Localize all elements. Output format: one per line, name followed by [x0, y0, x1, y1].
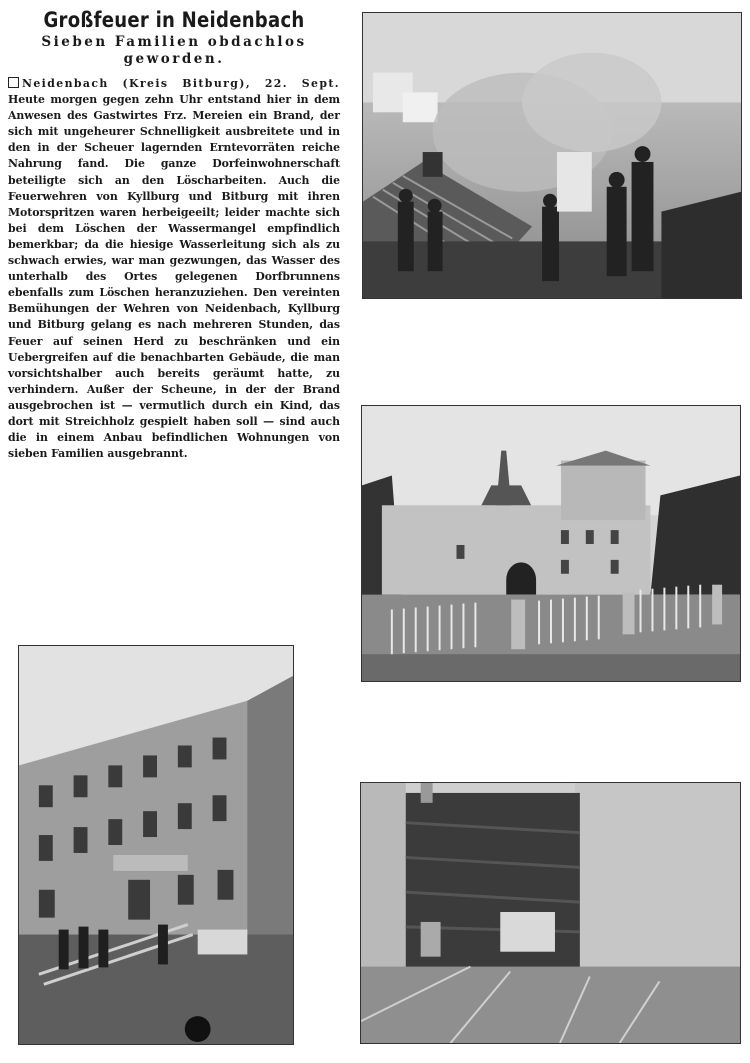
subheadline-line-2: geworden.	[123, 51, 225, 67]
subheadline-line-1: Sieben Familien obdachlos	[41, 34, 307, 50]
photo-burnt-farmhouse-with-fence	[361, 405, 741, 682]
newspaper-article	[8, 8, 340, 462]
barn-image	[361, 783, 740, 1043]
article-body-paragraph	[8, 76, 340, 462]
square-marker-icon	[8, 77, 19, 88]
fire-scene-image	[363, 13, 741, 298]
inn-image	[19, 646, 293, 1044]
farmhouse-image	[362, 406, 740, 681]
article-dateline: Neidenbach (Kreis Bitburg), 22. Sept.	[22, 77, 340, 90]
article-headline: Großfeuer in Neidenbach	[43, 8, 305, 32]
photo-burnt-barn-interior	[360, 782, 741, 1044]
article-body: Heute morgen gegen zehn Uhr entstand hier in dem Anwesen des Gastwirtes Frz. Mereien ein Brand, der sich mit ungeheurer Schnelligkeit ausbreitete und in den in der Scheuer lagernden Erntevorräten reiche Nahrung fand. Die ganze Dorfeinwohnerschaft beteiligte sich an den Löscharbeiten. Auch die Feuerwehren von Kyllburg und Bitburg mit ihren Motorspritzen waren herbeigeeilt; leider machte sich bei dem Löschen der Wassermangel empfindlich bemerkbar; da die hiesige Wasserleitung sich als zu schwach erwies, war man gezwungen, das Wasser des unterhalb des Ortes gelegenen Dorfbrunnens ebenfalls zum Löschen heranzuziehen. Den vereinten Bemühungen der Wehren von Neidenbach, Kyllburg und Bitburg gelang es nach mehreren Stunden, das Feuer auf seinen Herd zu beschränken und ein Uebergreifen auf die benachbarten Gebäude, die man vorsichtshalber auch bereits geräumt hatte, zu verhindern. Außer der Scheune, in der der Brand ausgebrochen ist — vermutlich durch ein Kind, das dort mit Streichholz gespielt haben soll — sind auch die in einem Anbau befindlichen Wohnungen von sieben Familien ausgebrannt.	[8, 93, 340, 461]
photo-firefighters-at-ruins	[362, 12, 742, 299]
photo-inn-building	[18, 645, 294, 1045]
article-subheadline	[8, 34, 340, 68]
